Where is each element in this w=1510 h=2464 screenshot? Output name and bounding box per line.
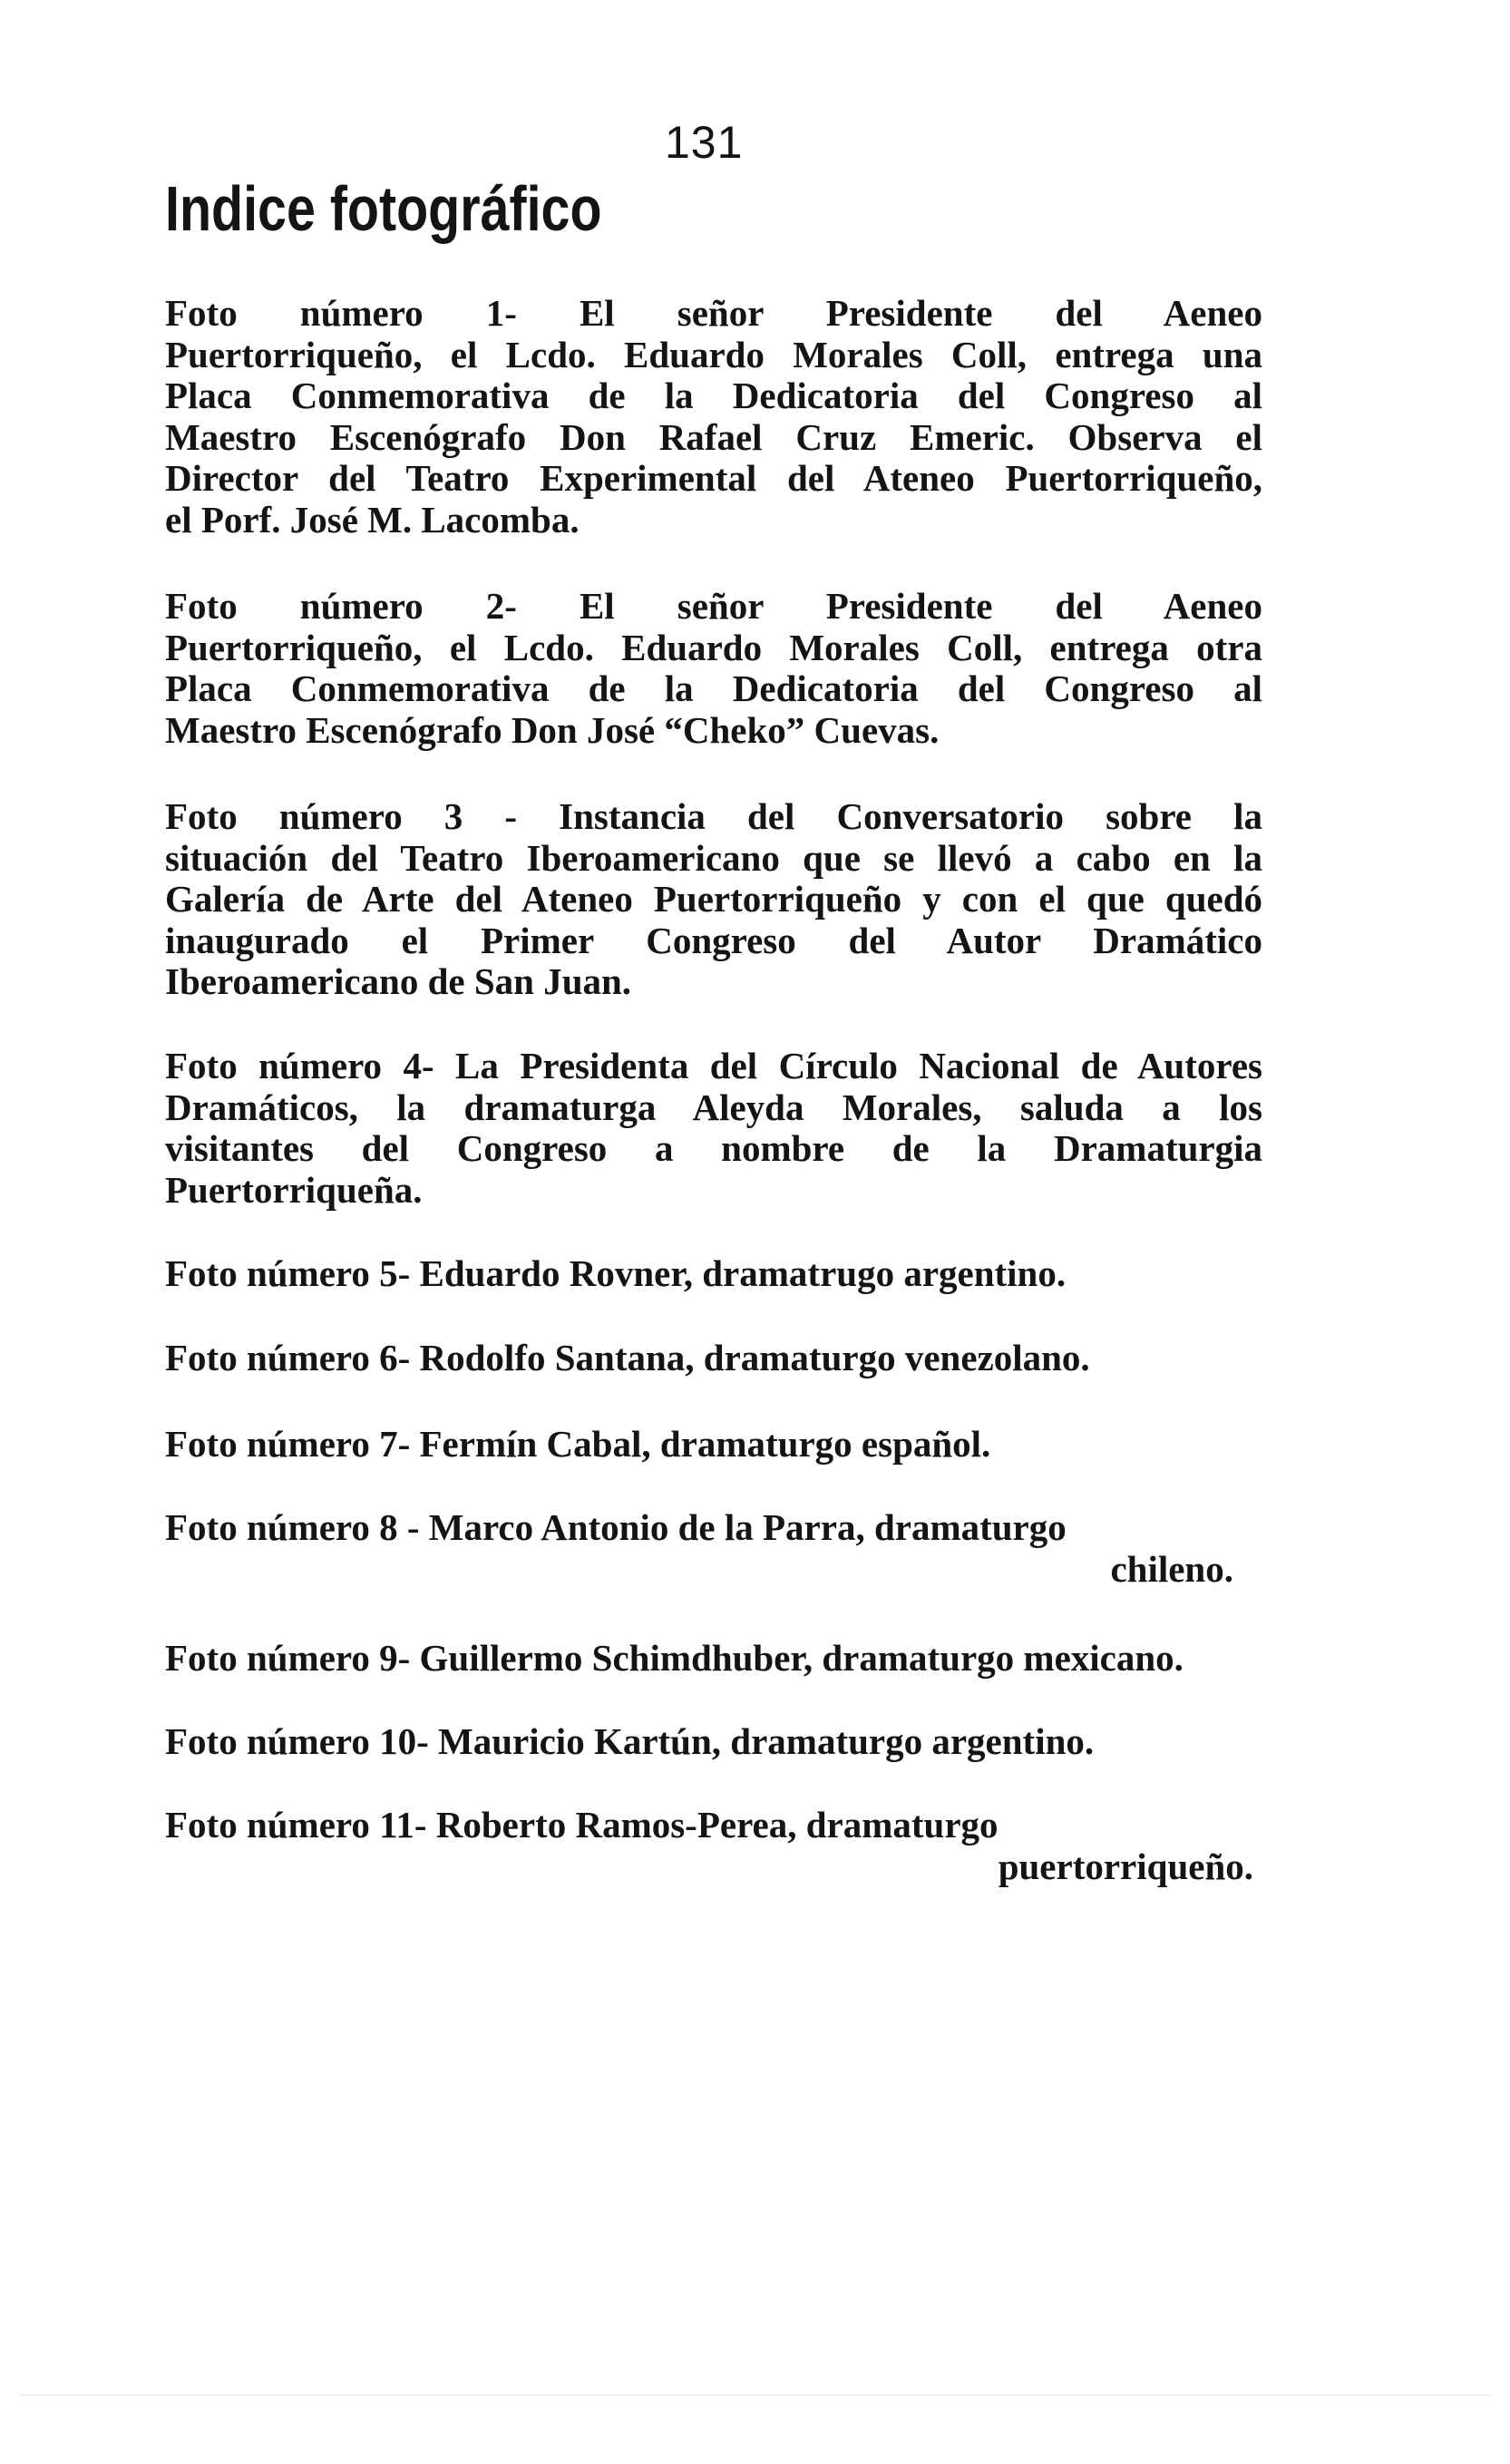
caption-line: Placa Conmemorativa de la Dedicatoria del Congreso al bbox=[165, 667, 1262, 709]
caption-line: situación del Teatro Iberoamericano que se llevó a cabo en la bbox=[165, 836, 1262, 879]
photo-caption-10 bbox=[165, 1721, 1262, 1763]
photo-caption-9 bbox=[165, 1638, 1262, 1680]
photo-caption-11 bbox=[165, 1805, 1253, 1887]
photo-caption-8 bbox=[165, 1507, 1233, 1590]
caption-line: Foto número 10- Mauricio Kartún, dramaturgo argentino. bbox=[165, 1720, 1095, 1762]
caption-line: Puertorriqueña. bbox=[165, 1168, 423, 1211]
photo-caption-4 bbox=[165, 1046, 1262, 1211]
caption-line: Foto número 9- Guillermo Schimdhuber, dramaturgo mexicano. bbox=[165, 1637, 1184, 1679]
caption-line: puertorriqueño. bbox=[998, 1845, 1253, 1887]
photo-caption-2 bbox=[165, 586, 1262, 751]
photo-caption-7 bbox=[165, 1424, 1262, 1466]
caption-line: chileno. bbox=[1110, 1547, 1233, 1590]
caption-line: Galería de Arte del Ateneo Puertorriqueño y con el que quedó bbox=[165, 878, 1262, 920]
page-number: 131 bbox=[665, 117, 744, 168]
caption-line: Director del Teatro Experimental del Ateneo Puertorriqueño, bbox=[165, 457, 1262, 499]
caption-line: Foto número 11- Roberto Ramos-Perea, dramaturgo bbox=[165, 1804, 999, 1846]
caption-line: Foto número 1- El señor Presidente del Aeneo bbox=[165, 292, 1262, 334]
caption-line: inaugurado el Primer Congreso del Autor Dramático bbox=[165, 919, 1262, 961]
photo-caption-5 bbox=[165, 1253, 1262, 1295]
caption-line: Maestro Escenógrafo Don José “Cheko” Cuevas. bbox=[165, 708, 940, 751]
caption-line: Dramáticos, la dramaturga Aleyda Morales, saluda a los bbox=[165, 1086, 1262, 1128]
photo-caption-1 bbox=[165, 293, 1262, 541]
page-title: Indice fotográfico bbox=[165, 173, 602, 244]
caption-line: Foto número 7- Fermín Cabal, dramaturgo español. bbox=[165, 1423, 991, 1465]
caption-line: Foto número 8 - Marco Antonio de la Parra, dramaturgo bbox=[165, 1506, 1067, 1548]
caption-line: Foto número 4- La Presidenta del Círculo Nacional de Autores bbox=[165, 1045, 1262, 1086]
caption-line: Foto número 3 - Instancia del Conversatorio sobre la bbox=[165, 795, 1262, 837]
caption-line: Puertorriqueño, el Lcdo. Eduardo Morales Coll, entrega una bbox=[165, 333, 1262, 375]
caption-line: Maestro Escenógrafo Don Rafael Cruz Emeric. Observa el bbox=[165, 415, 1262, 458]
caption-line: Foto número 2- El señor Presidente del Aeneo bbox=[165, 585, 1262, 627]
page-bottom-edge bbox=[18, 2394, 1492, 2396]
caption-line: Foto número 5- Eduardo Rovner, dramatrugo argentino. bbox=[165, 1252, 1067, 1294]
caption-line: el Porf. José M. Lacomba. bbox=[165, 498, 580, 541]
caption-line: visitantes del Congreso a nombre de la Dramaturgia bbox=[165, 1127, 1262, 1169]
photo-caption-6 bbox=[165, 1338, 1262, 1379]
photo-caption-3 bbox=[165, 796, 1262, 1003]
caption-line: Puertorriqueño, el Lcdo. Eduardo Morales Coll, entrega otra bbox=[165, 626, 1262, 668]
caption-line: Iberoamericano de San Juan. bbox=[165, 960, 632, 1002]
caption-line: Placa Conmemorativa de la Dedicatoria del Congreso al bbox=[165, 375, 1262, 416]
caption-line: Foto número 6- Rodolfo Santana, dramaturgo venezolano. bbox=[165, 1337, 1090, 1378]
